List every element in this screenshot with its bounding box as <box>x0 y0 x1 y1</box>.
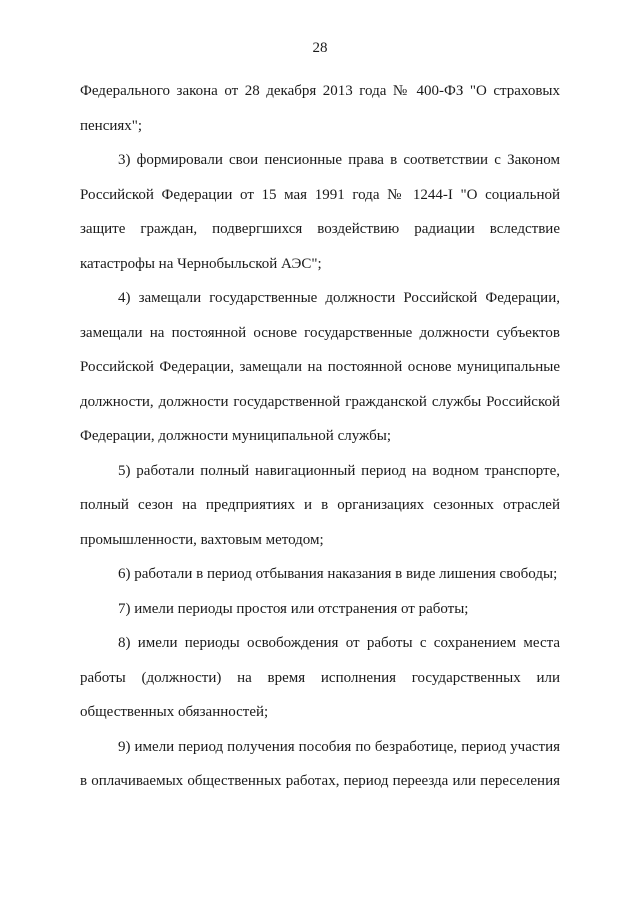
text-line: промышленности, вахтовым методом; <box>80 531 324 548</box>
text-line: 8) имели периоды освобождения от работы с сохранением места <box>118 635 560 651</box>
text-line: замещали на постоянной основе государственные должности субъектов <box>80 324 560 341</box>
document-body <box>80 74 560 799</box>
text-line: Российской Федерации, замещали на постоянной основе муниципальные <box>80 359 560 375</box>
text-line: Федерального закона от 28 декабря 2013 года № 400-ФЗ "О страховых <box>80 83 560 99</box>
text-line: Российской Федерации от 15 мая 1991 года № 1244-I "О социальной <box>80 186 560 203</box>
text-line: общественных обязанностей; <box>80 704 269 720</box>
text-line: 7) имели периоды простоя или отстранения от работы; <box>118 600 469 617</box>
text-line: Федерации, должности муниципальной службы; <box>80 428 392 444</box>
page-number: 28 <box>312 40 328 56</box>
text-line: полный сезон на предприятиях и в организациях сезонных отраслей <box>80 497 560 513</box>
text-line: катастрофы на Чернобыльской АЭС"; <box>80 255 322 272</box>
text-line: 6) работали в период отбывания наказания в виде лишения свободы; <box>118 566 558 582</box>
text-line: должности, должности государственной гражданской службы Российской <box>80 393 560 410</box>
text-line: 4) замещали государственные должности Российской Федерации, <box>118 290 560 306</box>
text-line: 3) формировали свои пенсионные права в соответствии с Законом <box>118 152 560 168</box>
text-line: 5) работали полный навигационный период на водном транспорте, <box>118 462 560 479</box>
text-line: 9) имели период получения пособия по безработице, период участия <box>118 738 560 755</box>
text-line: защите граждан, подвергшихся воздействию радиации вследствие <box>80 221 560 237</box>
text-line: работы (должности) на время исполнения государственных или <box>80 669 560 686</box>
text-line: пенсиях"; <box>80 117 143 134</box>
text-line: в оплачиваемых общественных работах, период переезда или переселения <box>80 773 560 789</box>
